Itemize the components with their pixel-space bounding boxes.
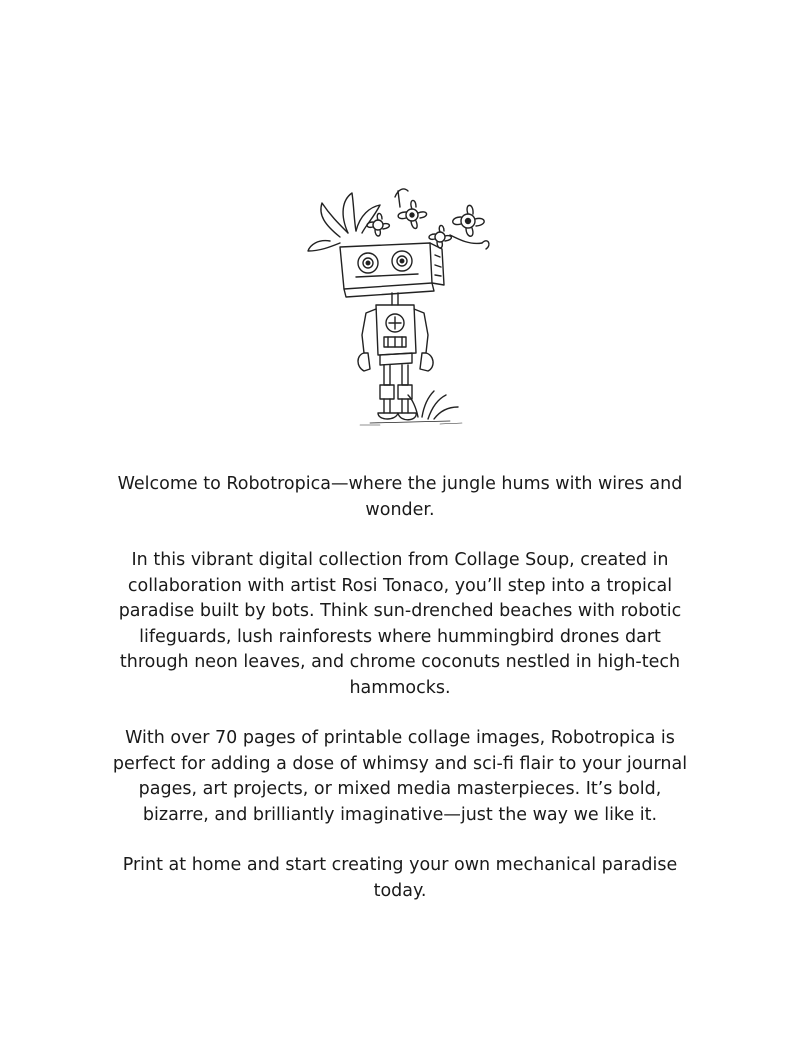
collection-paragraph: In this vibrant digital collection from Collage Soup, created in collaboration with artist Rosi Tonaco, you’ll step into a tropical paradise built by bots. Think sun-drenched beaches with robotic lifeguards, lush rainforests where hummingbird drones dart through neon leaves, and chrome coconuts nestled in high-tech hammocks. [118,550,682,698]
intro-paragraph: Welcome to Robotropica—where the jungle hums with wires and wonder. [117,474,683,520]
features-paragraph: With over 70 pages of printable collage images, Robotropica is perfect for adding a dose of whimsy and sci-fi flair to your journal pages, art projects, or mixed media masterpieces. It’s bold, bizarre, and brilliantly imaginative—just the way we like it. [112,728,688,825]
robot-illustration-icon [300,185,500,430]
description-text [110,472,690,929]
closing-paragraph: Print at home and start creating your own mechanical paradise today. [122,855,678,901]
